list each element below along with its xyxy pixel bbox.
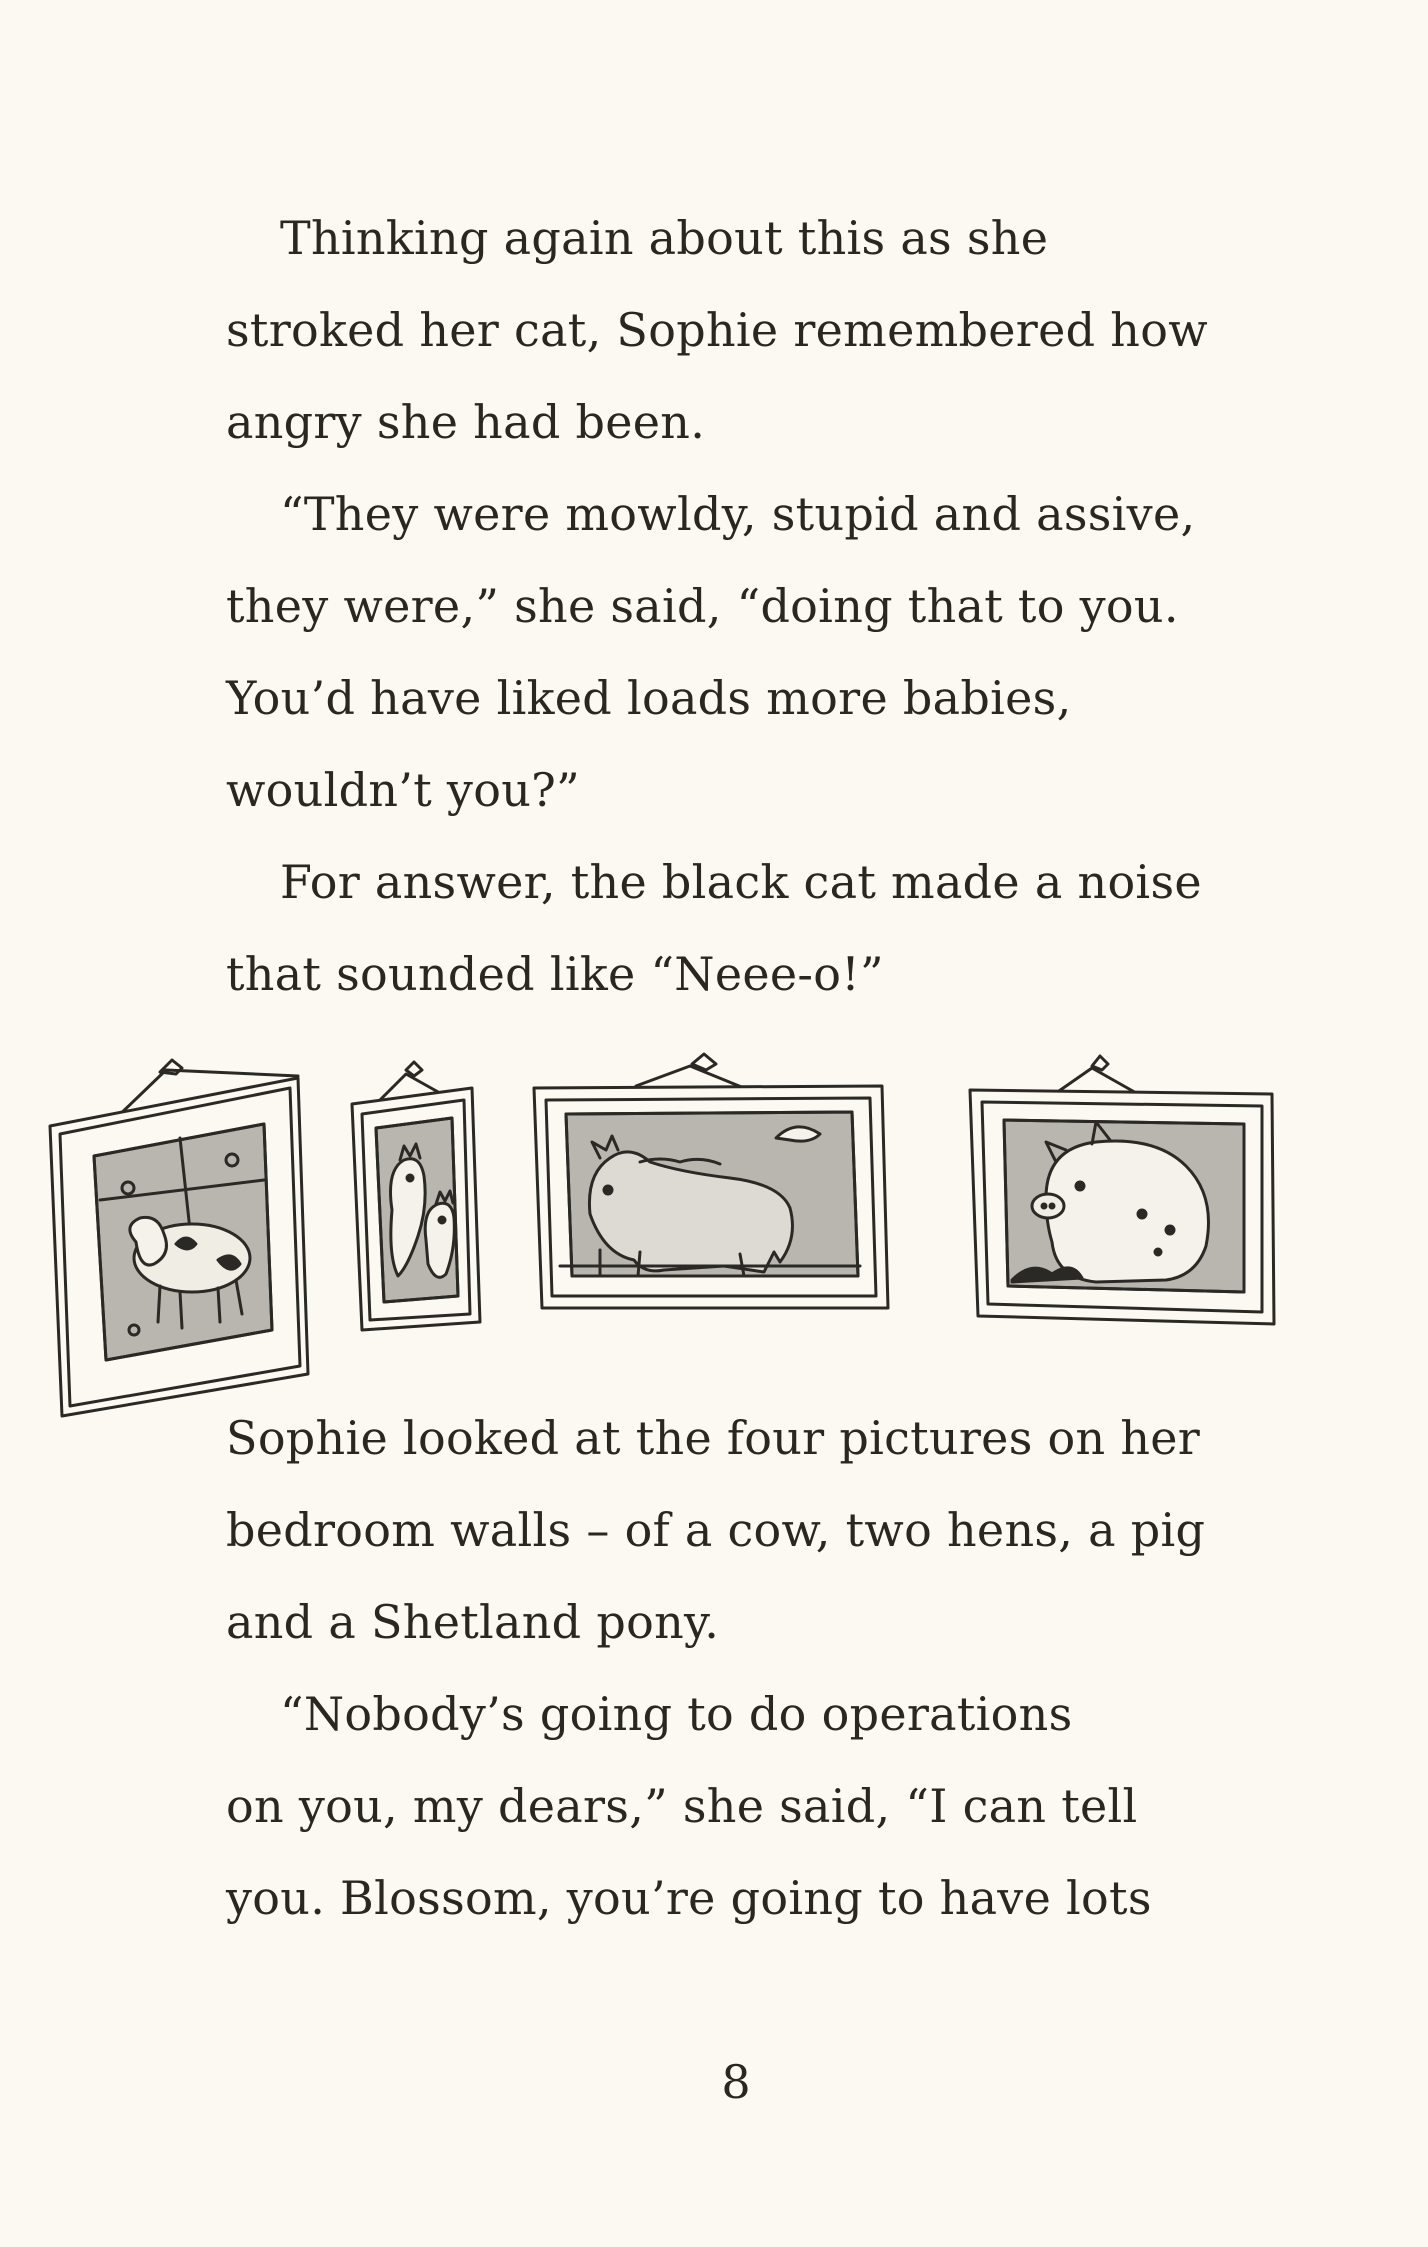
text-line: For answer, the black cat made a noise xyxy=(280,855,1202,909)
text-line: that sounded like “Neee-o!” xyxy=(226,947,884,1001)
text-line: on you, my dears,” she said, “I can tell xyxy=(226,1779,1138,1833)
text-line: bedroom walls – of a cow, two hens, a pig xyxy=(226,1503,1206,1557)
text-line: Sophie looked at the four pictures on her xyxy=(226,1411,1201,1465)
cow-picture-icon xyxy=(50,1060,308,1416)
framed-pictures-illustration xyxy=(40,1030,1290,1430)
text-line: You’d have liked loads more babies, xyxy=(226,671,1072,725)
text-line: they were,” she said, “doing that to you. xyxy=(226,579,1179,633)
text-line: you. Blossom, you’re going to have lots xyxy=(226,1871,1152,1925)
text-line: stroked her cat, Sophie remembered how xyxy=(226,303,1208,357)
text-line: Thinking again about this as she xyxy=(280,211,1049,265)
text-line: angry she had been. xyxy=(226,395,706,449)
text-line: “They were mowldy, stupid and assive, xyxy=(280,487,1196,541)
pony-picture-icon xyxy=(534,1054,888,1308)
text-line: “Nobody’s going to do operations xyxy=(280,1687,1073,1741)
text-line: wouldn’t you?” xyxy=(226,763,580,817)
page-number: 8 xyxy=(721,2055,751,2109)
hens-picture-icon xyxy=(352,1062,480,1330)
pig-picture-icon xyxy=(970,1056,1274,1324)
text-line: and a Shetland pony. xyxy=(226,1595,720,1649)
